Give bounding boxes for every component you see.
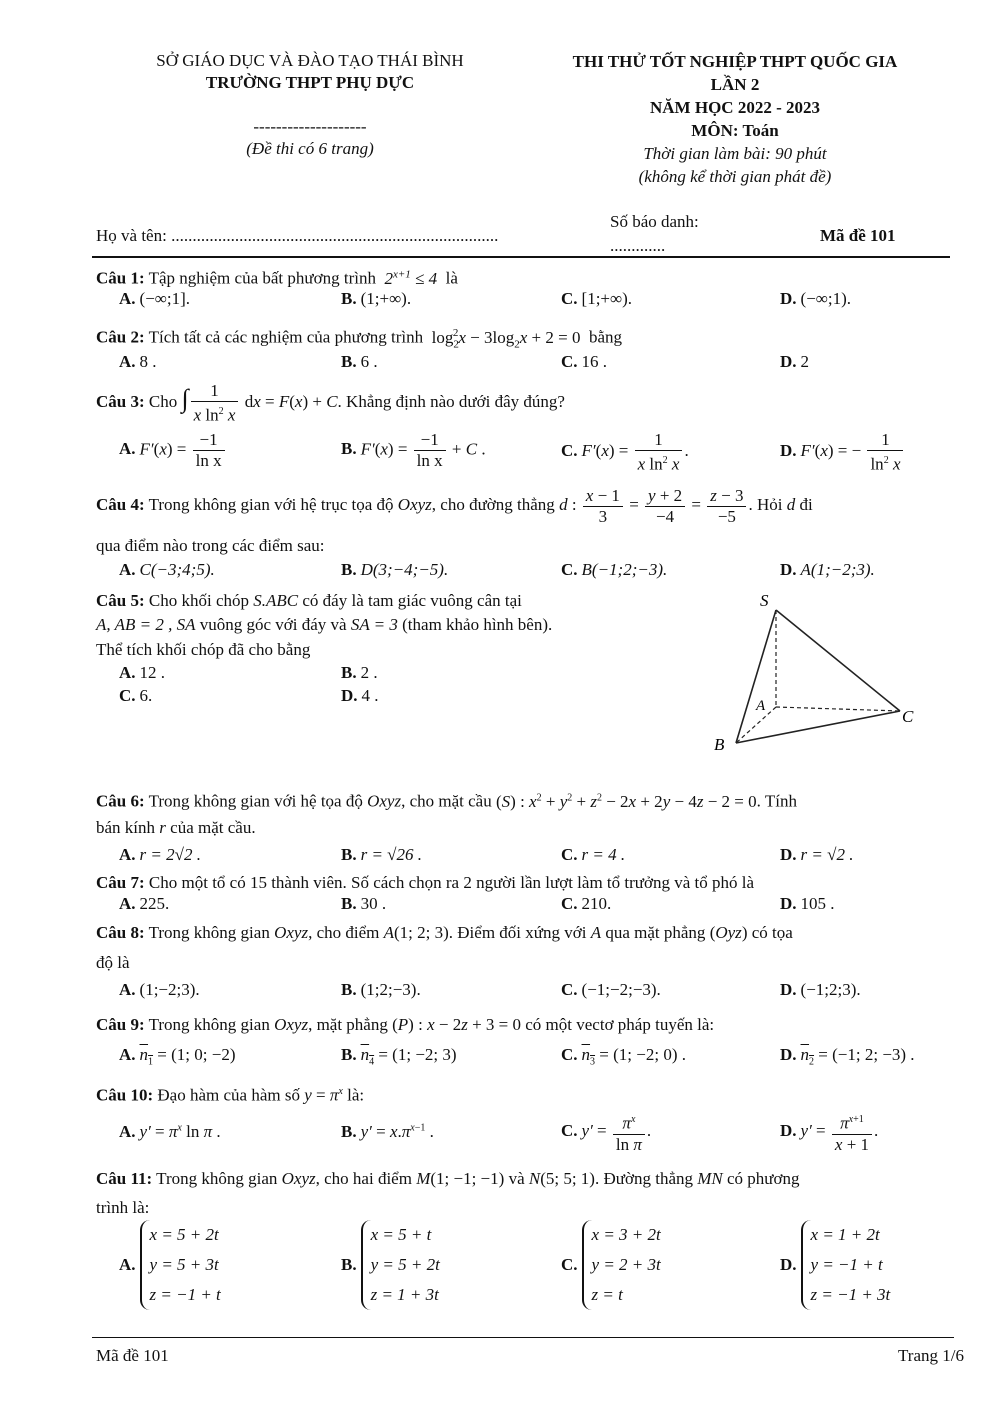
q11-options [119, 1220, 959, 1314]
q3-option-c[interactable]: C. F′(x) = $\frac{1}{x \ln^2 x}$ . [561, 430, 689, 474]
question-4: Câu 4: Trong không gian với hệ trục tọa độ Oxyz, cho đường thẳng d : $\frac{x - 1}{3}$ = $\frac{y + 2}{-4}$ = $\frac{z - 3}{-5}$ . Hỏi d đi [96, 485, 813, 526]
q3-option-a[interactable]: A. F′(x) = $\frac{-1}{\text{ln x}}$ [119, 430, 227, 471]
exam-code: Mã đề 101 [820, 226, 896, 245]
question-11: Câu 11: Trong không gian Oxyz, cho hai điểm M(1; −1; −1) và N(5; 5; 1). Đường thẳng MN có phương [96, 1169, 800, 1188]
q1-text: Tập nghiệm của bất phương trình [148, 268, 376, 288]
school-header [100, 50, 520, 160]
q6-text2: , cho mặt cầu [401, 791, 492, 811]
q11-option-a[interactable]: A. x = 5 + 2t y = 5 + 3t z = −1 + t [119, 1220, 221, 1310]
exam-header [530, 50, 940, 188]
q10-option-a[interactable]: A. $y' = \pi^x$ ln π . [119, 1122, 221, 1141]
q1-option-d[interactable]: D. (−∞;1). [780, 289, 852, 308]
q4-text2: , cho đường thẳng [431, 495, 555, 514]
vertex-a-label: A [756, 698, 766, 714]
q2-option-d[interactable]: D. 2 [780, 352, 810, 371]
q5-option-a[interactable]: A. 12 . [119, 663, 166, 682]
school-name: TRƯỜNG THPT PHỤ DỰC [205, 73, 415, 92]
time-limit: Thời gian làm bài: 90 phút [643, 144, 827, 163]
q6-option-b[interactable]: B. r = √26 . [341, 845, 423, 864]
q1-tail: là [445, 268, 458, 288]
subject: MÔN: Toán [691, 121, 779, 140]
q2-text: Tích tất cả các nghiệm của phương trình [148, 327, 424, 347]
question-9: Câu 9: Trong không gian Oxyz, mặt phẳng (P) : x − 2z + 3 = 0 có một vectơ pháp tuyến là: [96, 1015, 715, 1034]
q3-option-b[interactable]: B. F′(x) = $\frac{-1}{\text{ln x}}$ + C . [341, 430, 486, 470]
q8-label: Câu 8: [96, 923, 145, 942]
q10-option-d[interactable]: D. y′ = $\frac{\pi^{x+1}}{x + 1}$ . [780, 1110, 878, 1155]
footer-divider [92, 1337, 954, 1338]
q9-option-d[interactable]: D. $n_2 = (-1$; 2; −3) . [780, 1045, 915, 1068]
q4-option-a[interactable]: A. C(−3;4;5). [119, 560, 215, 579]
q6-option-c[interactable]: C. r = 4 . [561, 845, 626, 864]
exam-title: THI THỬ TỐT NGHIỆP THPT QUỐC GIA [572, 52, 898, 71]
q9-option-b[interactable]: B. $n_4 = (1$; −2; 3) [341, 1045, 457, 1068]
q2-tail: bằng [588, 327, 622, 347]
q6-option-d[interactable]: D. r = √2 . [780, 845, 854, 864]
q10-option-b[interactable]: B. $y' = x.\pi^{x-1}$ . [341, 1122, 434, 1141]
q3-integral: ∫ $\frac{1}{x \ln^2 x}$ dx = F(x) + C [181, 380, 338, 425]
q10-options [119, 1110, 959, 1154]
vertex-s-label: S [760, 591, 769, 610]
q3-label: Câu 3: [96, 392, 145, 411]
q2-option-c[interactable]: C. 16 . [561, 352, 608, 371]
q10-option-c[interactable]: C. y′ = $\frac{\pi^x}{\text{ln π}}$ . [561, 1110, 651, 1155]
q2-option-a[interactable]: A. 8 . [119, 352, 157, 371]
q8-options [119, 980, 959, 1006]
q3-tail: . Khẳng định nào dưới đây đúng? [337, 392, 565, 411]
q10-label: Câu 10: [96, 1085, 154, 1105]
q4-tail2: đi [799, 495, 813, 514]
q4-line-equation: d : $\frac{x - 1}{3}$ = $\frac{y + 2}{-4}$ = $\frac{z - 3}{-5}$ [559, 495, 748, 514]
q7-options [119, 894, 959, 920]
question-1 [96, 263, 956, 290]
q4-tail: . Hỏi [748, 495, 783, 514]
q11-tail: có phương [726, 1169, 800, 1188]
q11-label: Câu 11: [96, 1169, 153, 1188]
header-dashes: -------------------- [253, 117, 367, 136]
q7-option-b[interactable]: B. 30 . [341, 894, 387, 913]
student-name-field: Họ và tên: ............................................................................. [96, 226, 499, 245]
q8-line2: độ là [96, 953, 130, 972]
candidate-number-dots: ............. [610, 236, 666, 255]
q9-label: Câu 9: [96, 1015, 145, 1034]
q4-option-d[interactable]: D. A(1;−2;3). [780, 560, 875, 579]
q5-text2: có đáy là tam giác vuông cân tại [302, 591, 522, 610]
candidate-number-label: Số báo danh: [610, 212, 699, 231]
q8-option-a[interactable]: A. (1;−2;3). [119, 980, 200, 999]
q11-option-c[interactable]: C. x = 3 + 2t y = 2 + 3t z = t [561, 1220, 661, 1310]
q6-sphere-equation: (S) : $x^2 + y^2 + z^2 - 2x + 2y - 4z - 2 = 0$ [495, 791, 757, 811]
q11-line2: trình là: [96, 1198, 150, 1217]
q7-option-a[interactable]: A. 225. [119, 894, 170, 913]
q5-text: Cho khối chóp [148, 591, 250, 610]
q3-options [119, 430, 959, 474]
q10-tail: là: [347, 1085, 365, 1105]
q6-option-a[interactable]: A. r = 2√2 . [119, 845, 201, 864]
question-5: Câu 5: Cho khối chóp S.ABC có đáy là tam giác vuông cân tại [96, 591, 522, 610]
question-2 [96, 322, 956, 356]
q9-options [119, 1045, 959, 1071]
q7-label: Câu 7: [96, 873, 145, 892]
q4-line2: qua điểm nào trong các điểm sau: [96, 536, 325, 555]
department-name: SỞ GIÁO DỤC VÀ ĐÀO TẠO THÁI BÌNH [156, 51, 464, 70]
q5-option-c[interactable]: C. 6. [119, 686, 153, 705]
q2-options [119, 352, 959, 378]
exam-round: LẦN 2 [710, 75, 760, 94]
q6-label: Câu 6: [96, 791, 145, 811]
q5-option-d[interactable]: D. 4 . [341, 686, 379, 705]
edge-sc [776, 610, 900, 711]
q11-option-b[interactable]: B. x = 5 + t y = 5 + 2t z = 1 + 3t [341, 1220, 440, 1310]
q9-option-a[interactable]: A. $n_1 = (1$; 0; −2) [119, 1045, 236, 1068]
q1-option-c[interactable]: C. [1;+∞). [561, 289, 633, 308]
q1-option-b[interactable]: B. (1;+∞). [341, 289, 412, 308]
question-7 [96, 871, 956, 894]
footer-page-number: Trang 1/6 [898, 1346, 964, 1365]
q6-options [119, 845, 959, 871]
vertex-b-label: B [714, 735, 725, 754]
edge-sb [736, 610, 776, 743]
q6-tail: . Tính [756, 791, 797, 811]
school-year: NĂM HỌC 2022 - 2023 [650, 98, 820, 117]
q6-text: Trong không gian với hệ tọa độ [148, 791, 363, 811]
vertex-c-label: C [902, 707, 914, 726]
question-8: Câu 8: Trong không gian Oxyz, cho điểm A(1; 2; 3). Điểm đối xứng với A qua mặt phẳng (Oyz) có tọa [96, 923, 793, 942]
pyramid-figure [700, 588, 940, 758]
q1-label: Câu 1: [96, 268, 145, 288]
q4-option-b[interactable]: B. D(3;−4;−5). [341, 560, 449, 579]
edge-bc [736, 711, 900, 743]
question-10: Câu 10: Đạo hàm của hàm số $y = \pi^x$ là: [96, 1085, 365, 1105]
q7-text: Cho một tổ có 15 thành viên. Số cách chọn ra 2 người lần lượt làm tổ trưởng và tổ phó là [148, 873, 755, 892]
header-divider [92, 256, 950, 258]
q9-option-c[interactable]: C. $n_3 = (1$; −2; 0) . [561, 1045, 686, 1068]
question-6: Câu 6: Trong không gian với hệ tọa độ Oxyz, cho mặt cầu (S) : $x^2 + y^2 + z^2 - 2x + 2y - 4z - 2 = 0$. Tính [96, 791, 797, 811]
q8-tail: có tọa [751, 923, 793, 942]
q4-option-c[interactable]: C. B(−1;2;−3). [561, 560, 668, 579]
q8-option-d[interactable]: D. (−1;2;3). [780, 980, 861, 999]
q1-inequality: $2^{x+1} \le 4$ [380, 268, 442, 288]
q2-label: Câu 2: [96, 327, 145, 347]
q3-text: Cho [148, 392, 178, 411]
q5-label: Câu 5: [96, 591, 145, 610]
q3-option-d[interactable]: D. F′(x) = − $\frac{1}{\ln^2 x}$ [780, 430, 905, 475]
q5-line2: A, AB = 2 , SA vuông góc với đáy và SA = 3 (tham khảo hình bên). [96, 615, 553, 634]
q4-text: Trong không gian với hệ trục tọa độ [148, 495, 394, 514]
q11-option-d[interactable]: D. x = 1 + 2t y = −1 + t z = −1 + 3t [780, 1220, 890, 1310]
time-note: (không kể thời gian phát đề) [638, 167, 832, 186]
q5-option-b[interactable]: B. 2 . [341, 663, 378, 682]
question-3 [96, 377, 956, 425]
q2-equation: $\log_2^2x - 3\log_2x + 2 = 0$ [427, 327, 585, 351]
footer-exam-code: Mã đề 101 [96, 1346, 169, 1365]
q7-option-d[interactable]: D. 105 . [780, 894, 835, 913]
q8-option-c[interactable]: C. (−1;−2;−3). [561, 980, 661, 999]
q5-options-row2 [119, 686, 519, 712]
q1-option-a[interactable]: A. (−∞;1]. [119, 289, 191, 308]
q6-line2: bán kính r của mặt cầu. [96, 818, 256, 837]
q5-line3: Thể tích khối chóp đã cho bằng [96, 640, 311, 659]
q2-option-b[interactable]: B. 6 . [341, 352, 378, 371]
q8-option-b[interactable]: B. (1;2;−3). [341, 980, 421, 999]
q4-label: Câu 4: [96, 495, 145, 514]
edge-ac [776, 707, 900, 711]
q9-tail: có một vectơ pháp tuyến là: [525, 1015, 715, 1034]
q7-option-c[interactable]: C. 210. [561, 894, 612, 913]
page-count-note: (Đề thi có 6 trang) [246, 139, 374, 158]
q4-options [119, 560, 959, 586]
q1-options [119, 289, 959, 315]
